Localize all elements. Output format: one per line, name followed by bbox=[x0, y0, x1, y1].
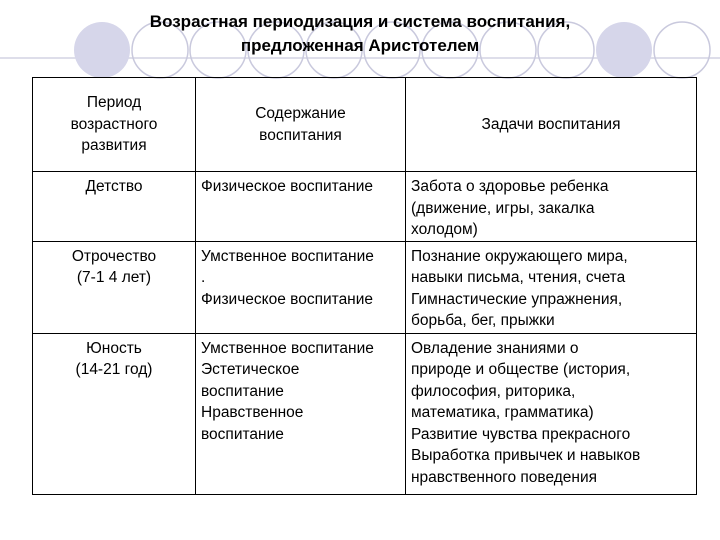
cell-content: Умственное воспитание . Физическое воспитание bbox=[196, 241, 406, 333]
slide-title bbox=[60, 10, 660, 58]
cell-period: Юность (14-21 год) bbox=[33, 333, 196, 494]
title-line-2: предложенная Аристотелем bbox=[240, 36, 480, 55]
header-tasks: Задачи воспитания bbox=[406, 78, 697, 172]
title-line-1: Возрастная периодизация и система воспитания, bbox=[149, 12, 571, 31]
table-row bbox=[33, 241, 697, 333]
cell-content: Умственное воспитание Эстетическое воспитание Нравственное воспитание bbox=[196, 333, 406, 494]
cell-content: Физическое воспитание bbox=[196, 172, 406, 242]
cell-tasks: Познание окружающего мира, навыки письма, чтения, счета Гимнастические упражнения, борьба, бег, прыжки bbox=[406, 241, 697, 333]
cell-period: Отрочество (7-1 4 лет) bbox=[33, 241, 196, 333]
cell-tasks: Овладение знаниями о природе и обществе (история, философия, риторика, математика, грамматика) Развитие чувства прекрасного Выработка привычек и навыков нравственного поведения bbox=[406, 333, 697, 494]
header-period: Период возрастного развития bbox=[33, 78, 196, 172]
cell-period: Детство bbox=[33, 172, 196, 242]
periodization-table bbox=[32, 77, 697, 495]
table-row bbox=[33, 333, 697, 494]
header-content: Содержание воспитания bbox=[196, 78, 406, 172]
table-header-row bbox=[33, 78, 697, 172]
table-row bbox=[33, 172, 697, 242]
cell-tasks: Забота о здоровье ребенка (движение, игры, закалка холодом) bbox=[406, 172, 697, 242]
